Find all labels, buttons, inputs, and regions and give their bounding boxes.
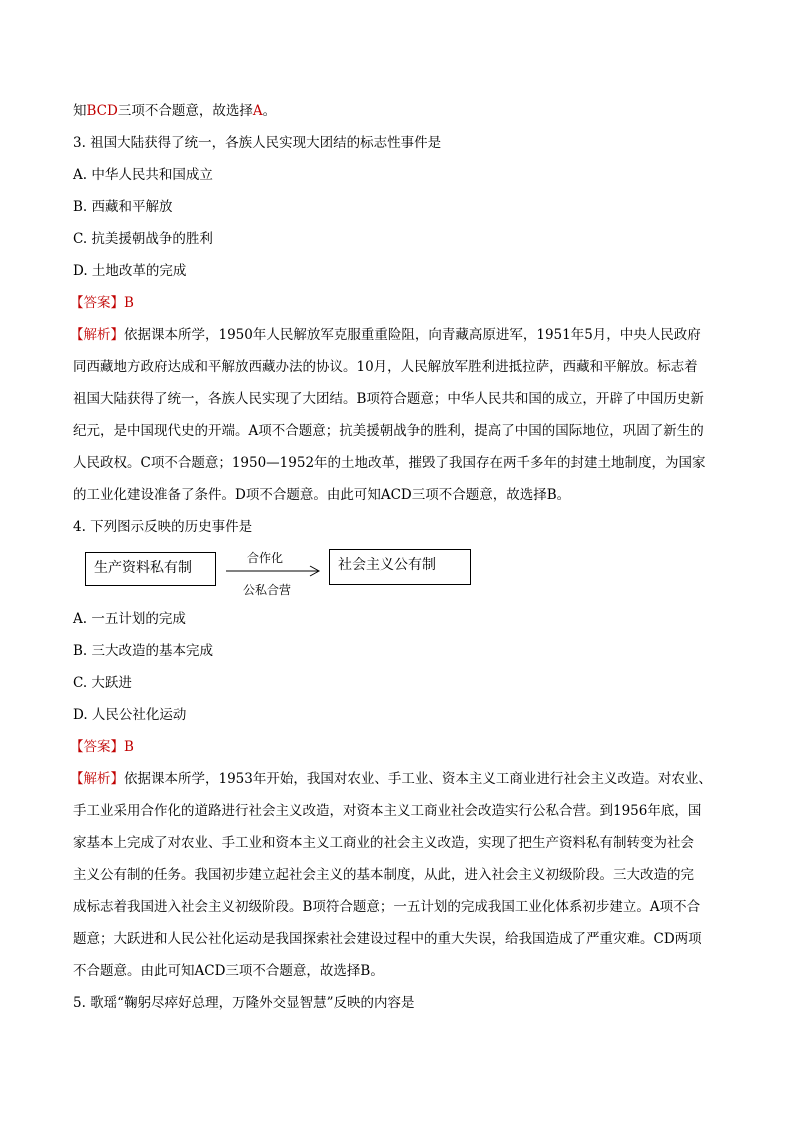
q3-answer-label: 【答案】 bbox=[70, 295, 124, 311]
q3-answer-value: B bbox=[124, 295, 134, 311]
q3-option-b: B. 西藏和平解放 bbox=[73, 199, 173, 215]
q3-option-d: D. 土地改革的完成 bbox=[73, 263, 187, 279]
q2-conclusion bbox=[73, 101, 276, 121]
q4-analysis-line-4: 主义公有制的任务。我国初步建立起社会主义的基本制度，从此，进入社会主义初级阶段。三大改造的完 bbox=[73, 867, 694, 883]
q3-analysis-line-6: 的工业化建设准备了条件。D项不合题意。由此可知ACD三项不合题意，故选择B。 bbox=[73, 487, 571, 503]
q3-analysis-line-5: 人民政权。C项不合题意；1950—1952年的土地改革，摧毁了我国存在两千多年的封建土地制度，为国家 bbox=[73, 455, 706, 471]
q4-analysis-line-7: 不合题意。由此可知ACD三项不合题意，故选择B。 bbox=[73, 963, 384, 979]
q4-analysis-text-1: 依据课本所学，1953年开始，我国对农业、手工业、资本主义工商业进行社会主义改造。对农业、 bbox=[124, 771, 712, 787]
q3-stem: 3. 祖国大陆获得了统一，各族人民实现大团结的标志性事件是 bbox=[73, 135, 442, 151]
diagram-box-private: 生产资料私有制 bbox=[85, 552, 216, 586]
q3-analysis-line-3: 祖国大陆获得了统一，各族人民实现了大团结。B项符合题意；中华人民共和国的成立，开辟了中国历史新 bbox=[73, 391, 704, 407]
q4-option-a: A. 一五计划的完成 bbox=[73, 611, 186, 627]
diagram-arrow-icon bbox=[226, 565, 322, 577]
q3-analysis-label: 【解析】 bbox=[70, 327, 124, 343]
diagram-label-top: 合作化 bbox=[247, 551, 284, 565]
q4-analysis-label: 【解析】 bbox=[70, 771, 124, 787]
diagram-label-bottom: 公私合营 bbox=[243, 583, 292, 597]
q4-stem: 4. 下列图示反映的历史事件是 bbox=[73, 519, 253, 535]
q4-answer-value: B bbox=[124, 739, 134, 755]
q3-analysis-line-4: 纪元，是中国现代史的开端。A项不合题意；抗美援朝战争的胜利，提高了中国的国际地位，巩固了新生的 bbox=[73, 423, 704, 439]
q4-answer-label: 【答案】 bbox=[70, 739, 124, 755]
q4-option-d: D. 人民公社化运动 bbox=[73, 707, 187, 723]
q4-analysis-line-6: 题意；大跃进和人民公社化运动是我国探索社会建设过程中的重大失误，给我国造成了严重灾难。CD两项 bbox=[73, 931, 702, 947]
q2-text-mid: 三项不合题意，故选择 bbox=[117, 103, 253, 119]
q4-option-b: B. 三大改造的基本完成 bbox=[73, 643, 214, 659]
q2-answer-red: A bbox=[252, 103, 263, 119]
q4-analysis-line-3: 家基本上完成了对农业、手工业和资本主义工商业的社会主义改造，实现了把生产资料私有制转变为社会 bbox=[73, 835, 694, 851]
q3-option-a: A. 中华人民共和国成立 bbox=[73, 167, 213, 183]
q3-option-c: C. 抗美援朝战争的胜利 bbox=[73, 231, 213, 247]
q3-analysis-line-1 bbox=[70, 325, 701, 345]
q3-analysis-text-1: 依据课本所学，1950年人民解放军克服重重险阻，向青藏高原进军，1951年5月，中央人民政府 bbox=[124, 327, 701, 343]
q4-analysis-line-5: 成标志着我国进入社会主义初级阶段。B项符合题意；一五计划的完成我国工业化体系初步建立。A项不合 bbox=[73, 899, 701, 915]
q3-answer bbox=[70, 293, 134, 313]
q4-analysis-line-2: 手工业采用合作化的道路进行社会主义改造，对资本主义工商业社会改造实行公私合营。到1956年底，国 bbox=[73, 803, 702, 819]
q2-text-pre: 知 bbox=[73, 103, 87, 119]
q4-answer bbox=[70, 737, 134, 757]
diagram-box-public: 社会主义公有制 bbox=[329, 549, 471, 585]
q2-options-red: BCD bbox=[86, 103, 118, 119]
q4-analysis-line-1 bbox=[70, 769, 712, 789]
q2-text-end: 。 bbox=[262, 103, 277, 119]
q3-analysis-line-2: 同西藏地方政府达成和平解放西藏办法的协议。10月，人民解放军胜利进抵拉萨，西藏和平解放。标志着 bbox=[73, 359, 698, 375]
q4-option-c: C. 大跃进 bbox=[73, 675, 132, 691]
q5-stem: 5. 歌瑶“鞠躬尽瘁好总理，万隆外交显智慧”反映的内容是 bbox=[73, 995, 415, 1011]
